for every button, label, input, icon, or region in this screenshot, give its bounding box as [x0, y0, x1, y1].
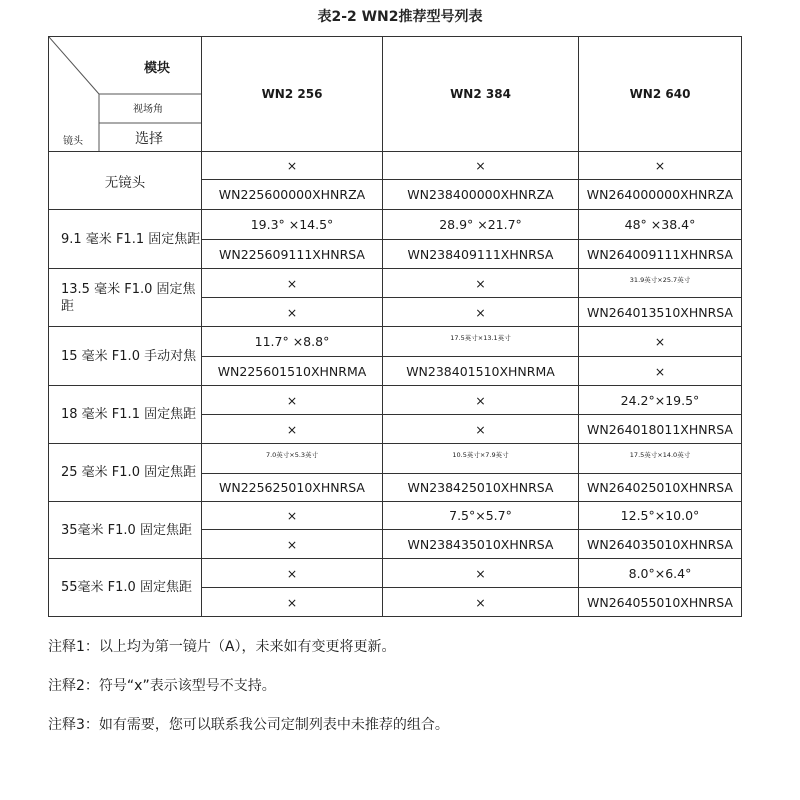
lens-label: 15 毫米 F1.0 手动对焦 — [49, 327, 202, 386]
column-header: WN2 640 — [579, 37, 742, 152]
corner-module-label: 模块 — [144, 61, 171, 76]
fov-cell: × — [579, 327, 742, 357]
corner-header-cell — [49, 37, 202, 152]
model-cell: WN264000000XHNRZA — [579, 180, 742, 210]
model-cell: WN238425010XHNRSA — [383, 474, 579, 502]
lens-label: 55毫米 F1.0 固定焦距 — [49, 559, 202, 617]
lens-label: 13.5 毫米 F1.0 固定焦距 — [49, 269, 202, 327]
fov-cell: × — [202, 269, 383, 298]
table-row — [49, 444, 742, 474]
model-table — [48, 36, 742, 617]
model-cell: WN225609111XHNRSA — [202, 240, 383, 269]
corner-view-label: 视场角 — [133, 104, 163, 115]
lens-label: 25 毫米 F1.0 固定焦距 — [49, 444, 202, 502]
model-cell: WN264025010XHNRSA — [579, 474, 742, 502]
model-cell: × — [202, 415, 383, 444]
model-cell: WN238400000XHNRZA — [383, 180, 579, 210]
fov-cell: 12.5°×10.0° — [579, 502, 742, 530]
fov-cell: 11.7° ×8.8° — [202, 327, 383, 357]
fov-cell: × — [202, 502, 383, 530]
fov-cell: 10.5英寸×7.9英寸 — [383, 444, 579, 474]
fov-cell: 24.2°×19.5° — [579, 386, 742, 415]
fov-cell: × — [383, 559, 579, 588]
model-cell: WN225601510XHNRMA — [202, 357, 383, 386]
table-row — [49, 210, 742, 240]
fov-cell: × — [202, 559, 383, 588]
fov-cell: 7.5°×5.7° — [383, 502, 579, 530]
fov-cell: 17.5英寸×14.0英寸 — [579, 444, 742, 474]
table-row — [49, 152, 742, 180]
model-cell: WN264018011XHNRSA — [579, 415, 742, 444]
table-row — [49, 502, 742, 530]
table-row — [49, 386, 742, 415]
fov-cell: 48° ×38.4° — [579, 210, 742, 240]
fov-cell: 17.5英寸×13.1英寸 — [383, 327, 579, 357]
fov-cell: × — [383, 269, 579, 298]
model-cell: × — [202, 530, 383, 559]
lens-label: 18 毫米 F1.1 固定焦距 — [49, 386, 202, 444]
model-cell: × — [383, 415, 579, 444]
fov-cell: 28.9° ×21.7° — [383, 210, 579, 240]
table-row — [49, 269, 742, 298]
corner-lens-label: 镜头 — [63, 136, 83, 147]
fov-cell: × — [202, 386, 383, 415]
column-header: WN2 256 — [202, 37, 383, 152]
fov-cell: 31.9英寸×25.7英寸 — [579, 269, 742, 298]
lens-label: 9.1 毫米 F1.1 固定焦距 — [49, 210, 202, 269]
table-title: 表2-2 WN2推荐型号列表 — [317, 9, 483, 25]
model-cell: WN264055010XHNRSA — [579, 588, 742, 617]
model-cell: WN238401510XHNRMA — [383, 357, 579, 386]
model-cell: WN264009111XHNRSA — [579, 240, 742, 269]
model-cell: WN238435010XHNRSA — [383, 530, 579, 559]
model-cell: WN264035010XHNRSA — [579, 530, 742, 559]
note-1: 注释1：以上均为第一镜片（A），未来如有变更将更新。 — [48, 639, 396, 655]
lens-label: 无镜头 — [49, 152, 202, 210]
fov-cell: 8.0°×6.4° — [579, 559, 742, 588]
model-cell: WN264013510XHNRSA — [579, 298, 742, 327]
model-cell: × — [579, 357, 742, 386]
fov-cell: × — [383, 386, 579, 415]
note-3: 注释3：如有需要，您可以联系我公司定制列表中未推荐的组合。 — [48, 717, 449, 733]
fov-cell: 19.3° ×14.5° — [202, 210, 383, 240]
fov-cell: × — [202, 152, 383, 180]
model-cell: × — [202, 298, 383, 327]
column-header: WN2 384 — [383, 37, 579, 152]
model-cell: WN225625010XHNRSA — [202, 474, 383, 502]
table-row — [49, 559, 742, 588]
fov-cell: × — [579, 152, 742, 180]
fov-cell: 7.0英寸×5.3英寸 — [202, 444, 383, 474]
model-cell: × — [383, 298, 579, 327]
lens-label: 35毫米 F1.0 固定焦距 — [49, 502, 202, 559]
corner-select-label: 选择 — [135, 131, 163, 147]
model-cell: WN225600000XHNRZA — [202, 180, 383, 210]
table-row — [49, 327, 742, 357]
model-cell: × — [202, 588, 383, 617]
model-cell: WN238409111XHNRSA — [383, 240, 579, 269]
fov-cell: × — [383, 152, 579, 180]
model-cell: × — [383, 588, 579, 617]
note-2: 注释2：符号“x”表示该型号不支持。 — [48, 678, 276, 694]
